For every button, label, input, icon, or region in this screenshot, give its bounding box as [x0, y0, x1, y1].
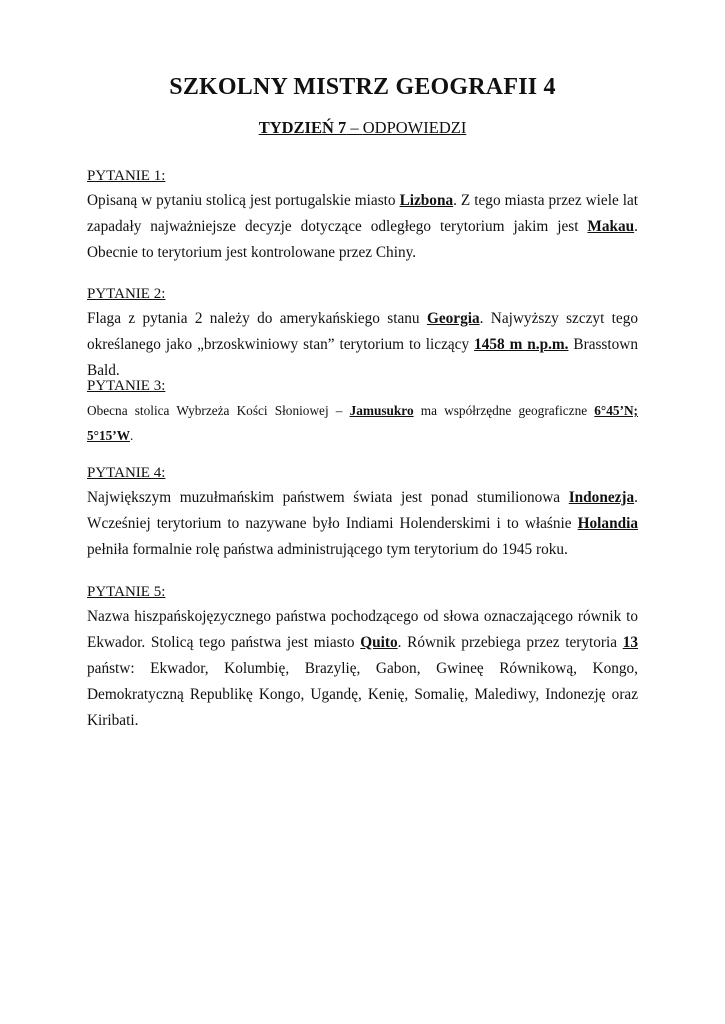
question-section-2 — [87, 284, 638, 384]
question-label: PYTANIE 3: — [87, 378, 166, 394]
answer-highlight: 1458 m n.p.m. — [474, 336, 569, 353]
answer-text — [87, 485, 638, 563]
answer-text-part: . — [130, 428, 134, 443]
answer-text-part: . Równik przebiega przez terytoria — [397, 634, 623, 651]
answer-text — [87, 604, 638, 734]
question-section-3 — [87, 376, 638, 448]
answer-text-part: . Z tego miasta przez wiele lat zapadały najważniejsze decyzje dotyczące odległego terytorium jakim jest — [87, 192, 639, 235]
answer-text-part: . Wcześniej terytorium to nazywane było Indiami Holenderskimi i to właśnie — [87, 489, 638, 532]
answer-highlight: Indonezja — [568, 489, 635, 506]
question-label: PYTANIE 2: — [87, 286, 166, 302]
question-label: PYTANIE 5: — [87, 584, 166, 600]
subtitle-week: TYDZIEŃ 7 — [258, 118, 347, 137]
question-section-4 — [87, 463, 638, 563]
answer-text-part: państw: Ekwador, Kolumbię, Brazylię, Gabon, Gwineę Równikową, Kongo, Demokratyczną Republikę Kongo, Ugandę, Kenię, Somalię, Malediwy, Indonezję oraz Kiribati. — [87, 660, 638, 729]
answer-highlight: Georgia — [426, 310, 480, 327]
page-title: SZKOLNY MISTRZ GEOGRAFII 4 — [169, 74, 556, 100]
answer-text-part: . Obecnie to terytorium jest kontrolowane przez Chiny. — [87, 218, 638, 261]
subtitle-dash: – — [346, 118, 363, 137]
answer-text-part: . Najwyższy szczyt tego określanego jako „brzoskwiniowy stan” terytorium to liczący — [87, 310, 638, 353]
answer-text-part: Obecna stolica Wybrzeża Kości Słoniowej – — [87, 403, 350, 418]
question-label: PYTANIE 4: — [87, 465, 166, 481]
page-subtitle — [0, 118, 725, 138]
answer-highlight: Makau — [587, 218, 635, 235]
answer-text — [87, 188, 638, 266]
answer-highlight: Lizbona — [399, 192, 454, 209]
answer-text-part: Flaga z pytania 2 należy do amerykańskiego stanu — [87, 310, 427, 327]
answer-text-part: ma współrzędne geograficzne — [413, 403, 595, 418]
answer-text — [87, 306, 638, 384]
answer-highlight: Jamusukro — [349, 403, 414, 418]
question-section-5 — [87, 582, 638, 734]
answer-text-part: Brasstown Bald. — [87, 336, 638, 379]
subtitle-answers: ODPOWIEDZI — [362, 118, 467, 137]
answer-text-part: Opisaną w pytaniu stolicą jest portugalskie miasto — [87, 192, 400, 209]
answer-text — [87, 398, 638, 448]
answer-highlight: Holandia — [577, 515, 638, 532]
question-label: PYTANIE 1: — [87, 168, 166, 184]
answer-highlight: 13 — [622, 634, 639, 651]
answer-text-part: Nazwa hiszpańskojęzycznego państwa pochodzącego od słowa oznaczającego równik to Ekwador. Stolicą tego państwa jest miasto — [87, 608, 638, 651]
answer-text-part: Największym muzułmańskim państwem świata jest ponad stumilionowa — [87, 489, 569, 506]
answer-highlight: Quito — [360, 634, 398, 651]
answer-highlight: 6°45’N; 5°15’W — [87, 403, 638, 443]
answer-text-part: pełniła formalnie rolę państwa administrującego tym terytorium do 1945 roku. — [87, 541, 568, 558]
question-section-1 — [87, 166, 638, 266]
